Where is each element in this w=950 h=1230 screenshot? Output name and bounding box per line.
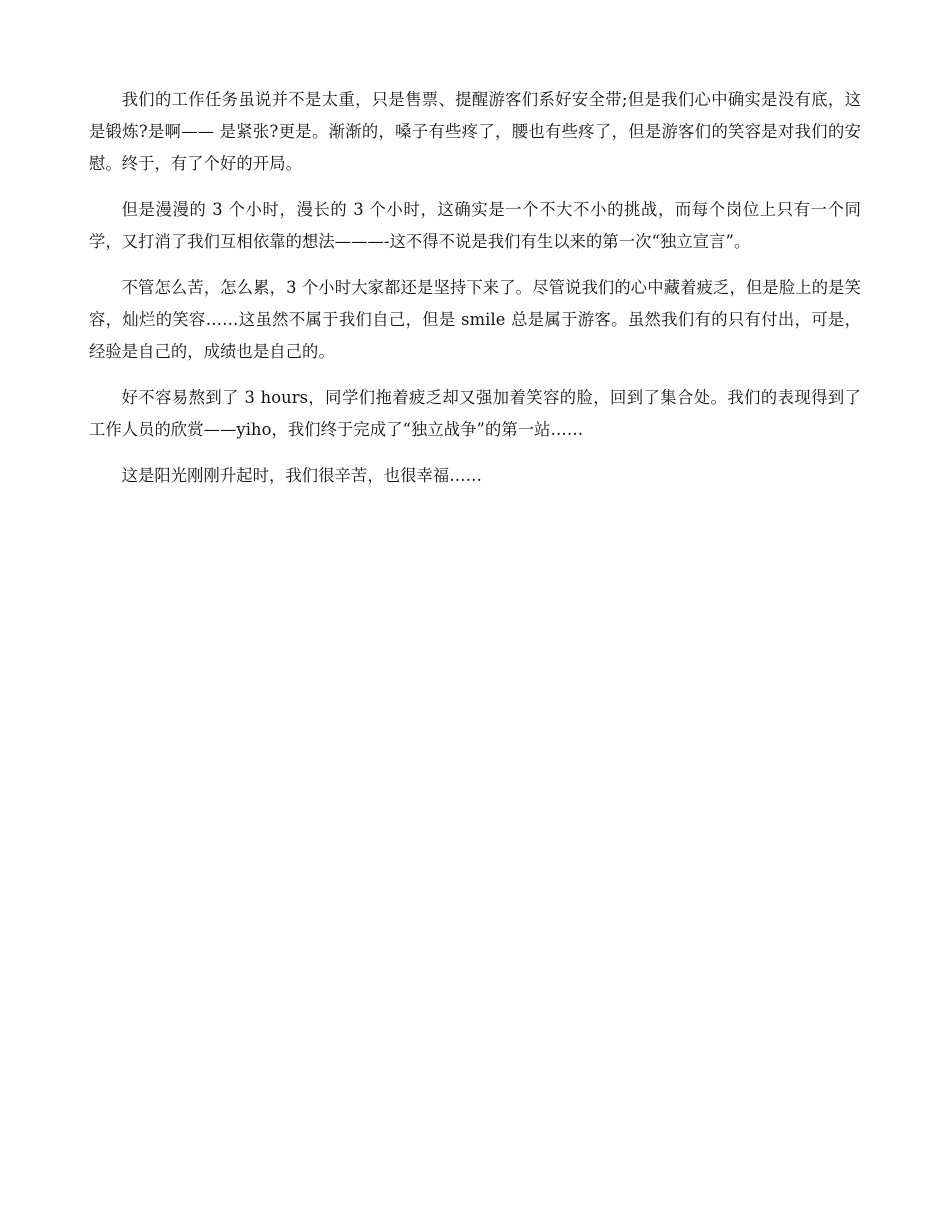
paragraph-2: 但是漫漫的 3 个小时，漫长的 3 个小时，这确实是一个不大不小的挑战，而每个岗位上只有一个同学，又打消了我们互相依靠的想法———-这不得不说是我们有生以来的第一次“独立宣言”。 (89, 200, 861, 251)
paragraph-1: 我们的工作任务虽说并不是太重，只是售票、提醒游客们系好安全带;但是我们心中确实是没有底，这是锻炼?是啊—— 是紧张?更是。渐渐的，嗓子有些疼了，腰也有些疼了，但是游客们的笑容是对我们的安慰。终于，有了个好的开局。 (89, 90, 861, 173)
paragraph-4: 好不容易熬到了 3 hours，同学们拖着疲乏却又强加着笑容的脸，回到了集合处。我们的表现得到了工作人员的欣赏——yiho，我们终于完成了“独立战争”的第一站…… (89, 388, 861, 439)
paragraph-5: 这是阳光刚刚升起时，我们很辛苦，也很幸福…… (121, 466, 482, 485)
document-page (89, 84, 861, 506)
paragraph-3: 不管怎么苦，怎么累，3 个小时大家都还是坚持下来了。尽管说我们的心中藏着疲乏，但是脸上的是笑容，灿烂的笑容……这虽然不属于我们自己，但是 smile 总是属于游客。虽然我们有的只有付出，可是，经验是自己的，成绩也是自己的。 (89, 278, 861, 361)
